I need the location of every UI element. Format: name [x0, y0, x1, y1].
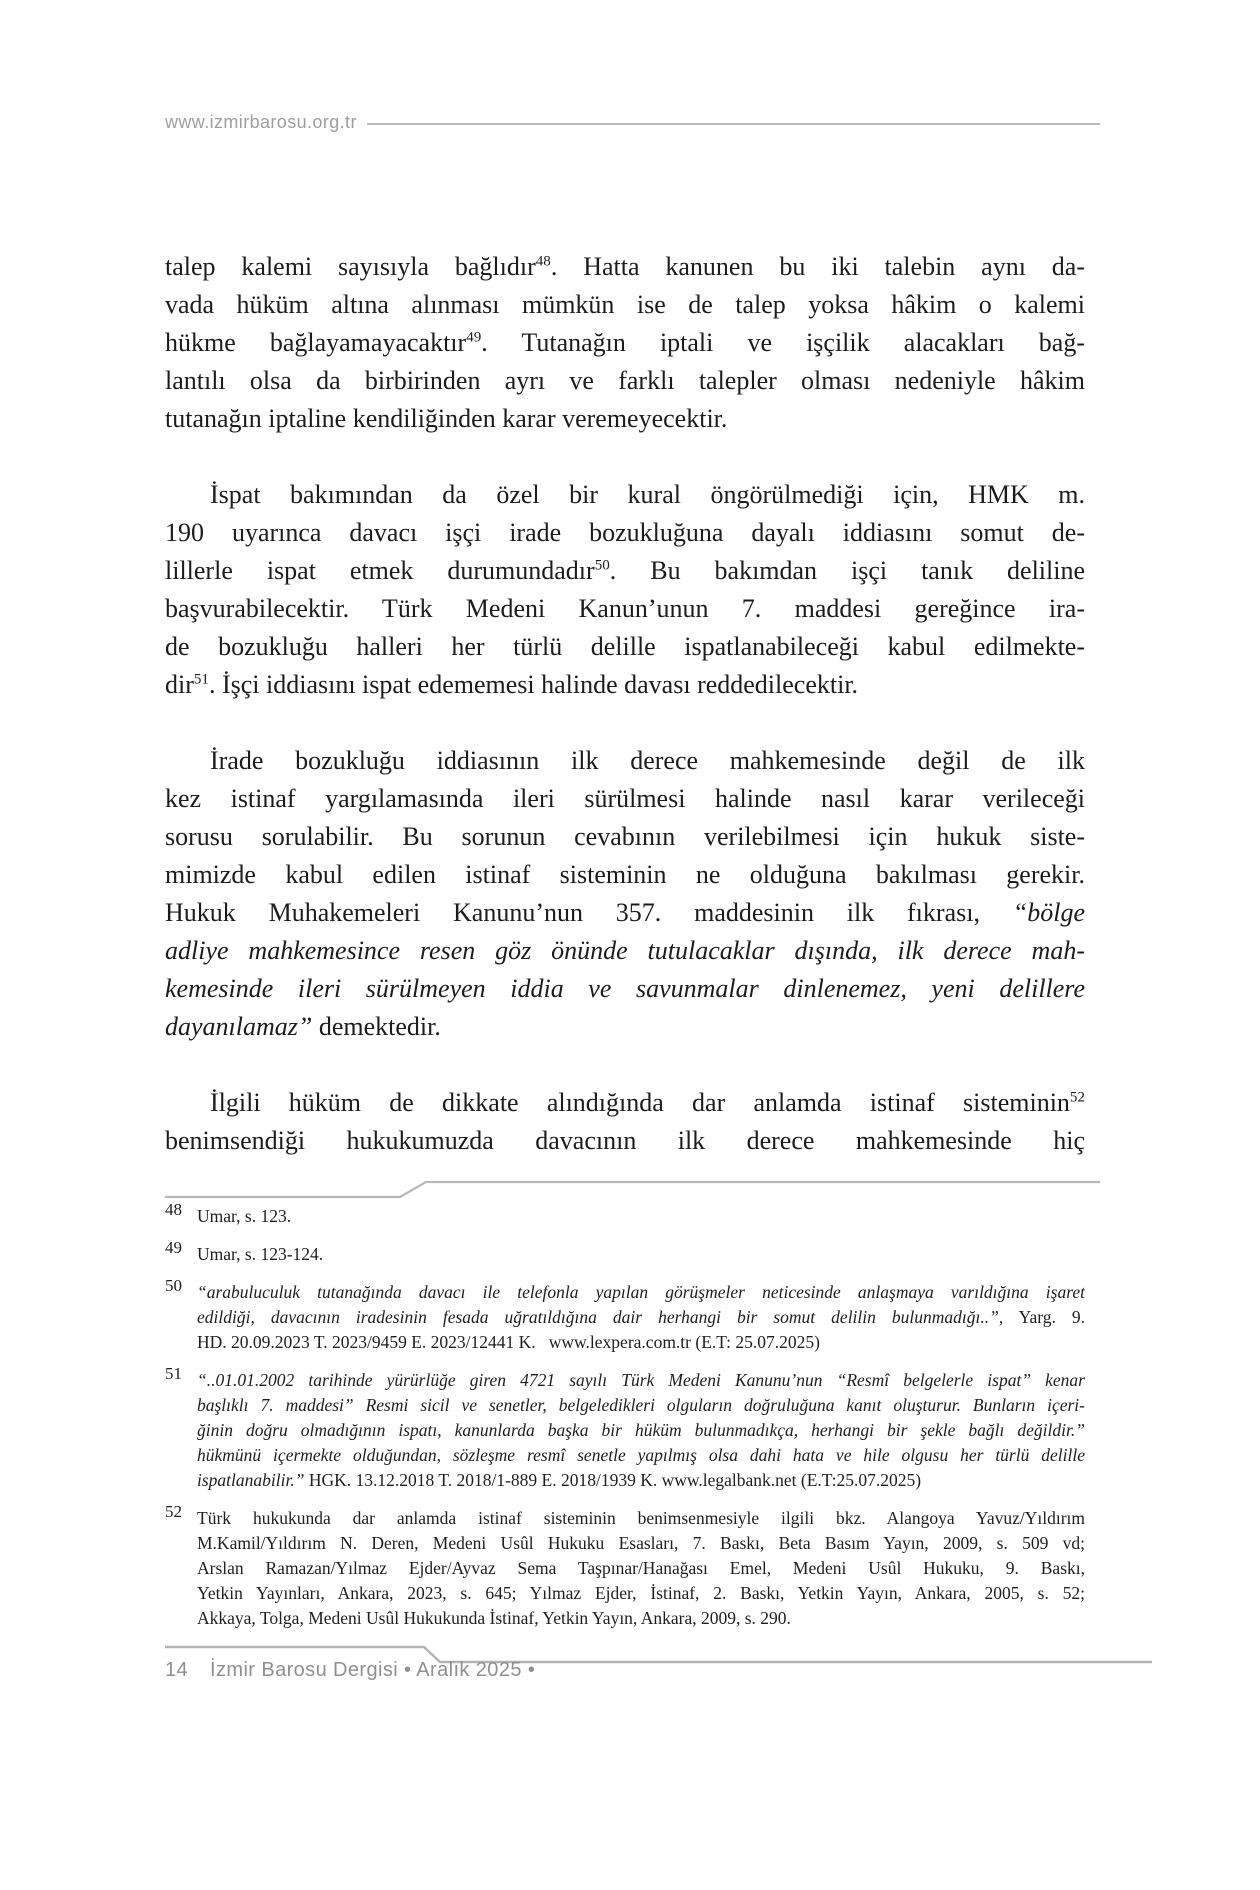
body-text	[165, 248, 1085, 1160]
text-line: lillerle ispat etmek durumundadır$^{50}$. Bu bakımdan işçi tanık deliline	[165, 556, 1085, 585]
footnote	[165, 1502, 1085, 1631]
header-rule	[367, 123, 1100, 125]
page-number: 14	[165, 1659, 189, 1681]
text-line: başvurabilecektir. Türk Medeni Kanun’unun 7. maddesi gereğince ira-	[165, 594, 1085, 623]
footnote	[165, 1364, 1085, 1493]
footnote	[165, 1238, 1085, 1267]
text-line: başlıklı 7. maddesi” Resmi sicil ve senetler, belgeledikleri olguların doğruluğuna kanıt oluşturur. Bunların içeri-	[197, 1395, 1085, 1415]
text-line: adliye mahkemesince resen göz önünde tutulacaklar dışında, ilk derece mah-	[165, 936, 1085, 965]
text-line: Akkaya, Tolga, Medeni Usûl Hukukunda İstinaf, Yetkin Yayın, Ankara, 2009, s. 290.	[197, 1608, 791, 1628]
footnote-number: 52	[165, 1502, 182, 1521]
footnote-number: 50	[165, 1276, 182, 1295]
text-line: İlgili hüküm de dikkate alındığında dar anlamda istinaf sisteminin$^{52}$	[210, 1088, 1085, 1117]
text-line: M.Kamil/Yıldırım N. Deren, Medeni Usûl Hukuku Esasları, 7. Baskı, Beta Basım Yayın, 2009, s. 509 vd;	[197, 1533, 1085, 1553]
footnote-number: 48	[165, 1200, 182, 1219]
text-line: lantılı olsa da birbirinden ayrı ve farklı talepler olması nedeniyle hâkim	[165, 366, 1085, 395]
text-line: 190 uyarınca davacı işçi irade bozukluğuna dayalı iddiasını somut de-	[165, 518, 1085, 547]
text-line: mimizde kabul edilen istinaf sisteminin ne olduğuna bakılması gerekir.	[165, 860, 1085, 889]
footnote	[165, 1200, 1085, 1229]
text-line: Arslan Ramazan/Yılmaz Ejder/Ayvaz Sema Taşpınar/Hanağası Emel, Medeni Usûl Hukuku, 9. Baskı,	[197, 1558, 1085, 1578]
text-line: hükme bağlayamayacaktır$^{49}$. Tutanağın iptali ve işçilik alacakları bağ-	[165, 328, 1085, 357]
text-line: kemesinde ileri sürülmeyen iddia ve savunmalar dinlenemez, yeni delillere	[165, 974, 1085, 1003]
journal-title: İzmir Barosu Dergisi • Aralık 2025 •	[210, 1659, 536, 1681]
text-line: ispatlanabilir.” HGK. 13.12.2018 T. 2018/1-889 E. 2018/1939 K. www.legalbank.net (E.T:25.07.2025)	[197, 1470, 922, 1490]
text-line: “..01.01.2002 tarihinde yürürlüğe giren 4721 sayılı Türk Medeni Kanunu’nun “Resmî belgelerle ispat” kenar	[197, 1370, 1085, 1390]
page-footer	[165, 1659, 535, 1682]
text-line: Yetkin Yayınları, Ankara, 2023, s. 645; Yılmaz Ejder, İstinaf, 2. Baskı, Yetkin Yayın, Ankara, 2005, s. 52;	[197, 1583, 1085, 1603]
text-line: Türk hukukunda dar anlamda istinaf sisteminin benimsenmesiyle ilgili bkz. Alangoya Yavuz/Yıldırım	[197, 1508, 1085, 1528]
text-line: kez istinaf yargılamasında ileri sürülmesi halinde nasıl karar verileceği	[165, 784, 1085, 813]
paragraph	[165, 742, 1085, 1046]
text-line: Umar, s. 123-124.	[197, 1244, 324, 1264]
footnotes-list	[165, 1200, 1085, 1644]
page-header	[165, 112, 1100, 133]
text-line: Hukuk Muhakemeleri Kanunu’nun 357. maddesinin ilk fıkrası, “bölge	[165, 898, 1085, 927]
text-line: tutanağın iptaline kendiliğinden karar veremeyecektir.	[165, 404, 728, 433]
footnote-number: 49	[165, 1238, 182, 1257]
paragraph	[165, 248, 1085, 438]
text-line: Umar, s. 123.	[197, 1206, 292, 1226]
text-line: hükmünü içermekte olduğundan, sözleşme resmî senetle yapılmış olsa dahi hata ve hile olgusu her türlü delille	[197, 1445, 1085, 1465]
text-line: İrade bozukluğu iddiasının ilk derece mahkemesinde değil de ilk	[210, 746, 1085, 775]
paragraph	[165, 476, 1085, 704]
text-line: İspat bakımından da özel bir kural öngörülmediği için, HMK m.	[210, 480, 1085, 509]
text-line: dayanılamaz” demektedir.	[165, 1012, 441, 1041]
footnote	[165, 1276, 1085, 1355]
text-line: benimsendiği hukukumuzda davacının ilk derece mahkemesinde hiç	[165, 1126, 1085, 1155]
text-line: edildiği, davacının iradesinin fesada uğratıldığına dair herhangi bir somut delilin bulunmadığı..”, Yarg. 9.	[197, 1307, 1085, 1327]
text-line: de bozukluğu halleri her türlü delille ispatlanabileceği kabul edilmekte-	[165, 632, 1085, 661]
header-url: www.izmirbarosu.org.tr	[165, 112, 357, 132]
paragraph	[165, 1084, 1085, 1160]
text-line: talep kalemi sayısıyla bağlıdır$^{48}$. Hatta kanunen bu iki talebin aynı da-	[165, 252, 1085, 281]
text-line: sorusu sorulabilir. Bu sorunun cevabının verilebilmesi için hukuk siste-	[165, 822, 1085, 851]
footnote-separator	[0, 1176, 1260, 1202]
footnote-number: 51	[165, 1364, 182, 1383]
text-line: HD. 20.09.2023 T. 2023/9459 E. 2023/12441 K. www.lexpera.com.tr (E.T: 25.07.2025)	[197, 1332, 820, 1352]
text-line: “arabuluculuk tutanağında davacı ile telefonla yapılan görüşmeler neticesinde anlaşmaya varıldığına işaret	[197, 1282, 1085, 1302]
text-line: dir$^{51}$. İşçi iddiasını ispat edememesi halinde davası reddedilecektir.	[165, 670, 859, 699]
text-line: ğinin doğru olmadığının ispatı, kanunlarda başka bir hüküm bulunmadıkça, herhangi bir şekle bağlı değildir.”	[197, 1420, 1085, 1440]
text-line: vada hüküm altına alınması mümkün ise de talep yoksa hâkim o kalemi	[165, 290, 1085, 319]
